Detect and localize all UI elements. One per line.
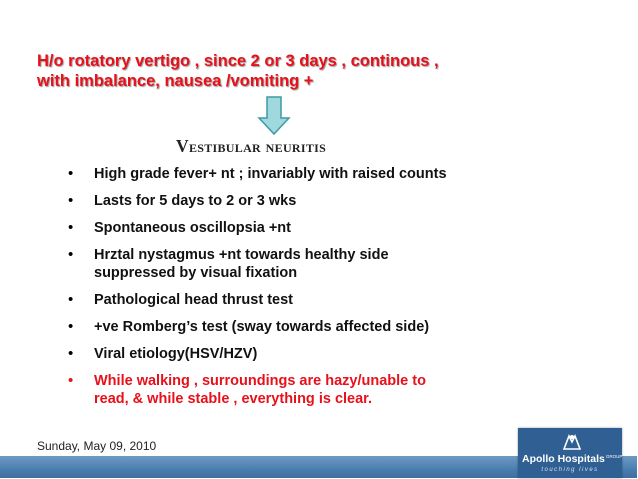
bullet-list <box>68 165 613 408</box>
down-arrow-icon <box>257 96 291 136</box>
slide-heading <box>37 51 627 91</box>
logo-tagline: touching lives <box>541 467 599 473</box>
bullet-item <box>68 246 613 282</box>
bullet-dot: • <box>68 318 74 335</box>
bullet-dot: • <box>68 165 74 182</box>
bullet-dot: • <box>68 219 74 236</box>
heading-line-1: H/o rotatory vertigo , since 2 or 3 days , continous , <box>37 52 439 70</box>
logo-name <box>522 453 623 465</box>
bullet-item <box>68 219 613 237</box>
bullet-dot: • <box>68 372 74 389</box>
bullet-text-line: read, & while stable , everything is clear. <box>94 391 373 407</box>
slide-subtitle <box>176 136 476 156</box>
subtitle-text: Vestibular neuritis <box>176 136 327 156</box>
bullet-text-line: suppressed by visual fixation <box>94 265 298 281</box>
bullet-item <box>68 372 613 408</box>
bullet-text-line: Viral etiology(HSV/HZV) <box>94 346 258 362</box>
logo-group-text: GROUP <box>605 453 623 459</box>
bullet-text-line: +ve Romberg’s test (sway towards affected side) <box>94 319 430 335</box>
slide-date: Sunday, May 09, 2010 <box>37 439 157 453</box>
bullet-dot: • <box>68 345 74 362</box>
bullet-dot: • <box>68 291 74 308</box>
bullet-text-line: Pathological head thrust test <box>94 292 293 308</box>
bullet-item <box>68 318 613 336</box>
bullet-text-line: High grade fever+ nt ; invariably with raised counts <box>94 166 447 182</box>
bullet-text-line: Spontaneous oscillopsia +nt <box>94 220 291 236</box>
bullet-dot: • <box>68 246 74 263</box>
apollo-emblem-icon <box>561 433 583 451</box>
apollo-logo <box>518 428 622 478</box>
bullet-dot: • <box>68 192 74 209</box>
bullet-text-line: Hrztal nystagmus +nt towards healthy side <box>94 247 389 263</box>
bullet-item <box>68 165 613 183</box>
logo-name-text: Apollo Hospitals <box>522 453 605 465</box>
bullet-text-line: While walking , surroundings are hazy/unable to <box>94 373 426 389</box>
bullet-item <box>68 291 613 309</box>
bullet-item <box>68 345 613 363</box>
heading-line-2: with imbalance, nausea /vomiting + <box>37 72 314 90</box>
bullet-item <box>68 192 613 210</box>
bullet-text-line: Lasts for 5 days to 2 or 3 wks <box>94 193 297 209</box>
